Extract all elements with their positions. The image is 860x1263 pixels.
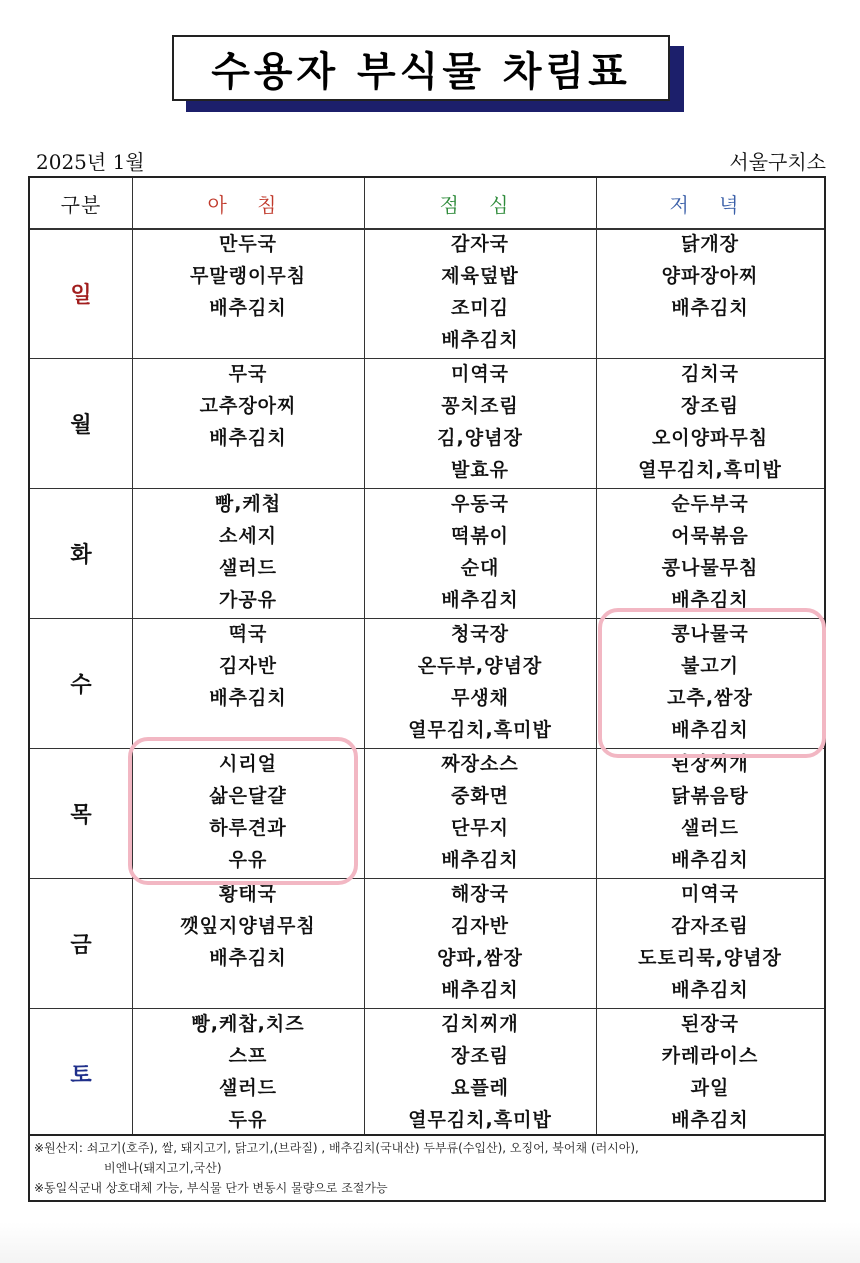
menu-item: 콩나물무침 (661, 557, 759, 579)
menu-item: 열무김치,흑미밥 (638, 459, 782, 481)
menu-item: 과일 (690, 1077, 730, 1099)
menu-item: 김치국 (680, 363, 740, 385)
menu-item: 온두부,양념장 (417, 655, 543, 677)
breakfast-cell (132, 488, 364, 618)
menu-item: 무생채 (450, 687, 510, 709)
menu-item: 순두부국 (671, 493, 749, 515)
menu-item: 우유 (228, 849, 268, 871)
menu-item: 조미김 (450, 297, 510, 319)
notes-box (28, 1136, 826, 1202)
menu-item: 시리얼 (218, 753, 278, 775)
day-label: 일 (70, 282, 92, 308)
menu-item: 양파장아찌 (661, 265, 759, 287)
menu-item: 배추김치 (671, 589, 749, 611)
header-lunch: 점 심 (439, 192, 521, 217)
menu-item: 닭볶음탕 (671, 785, 749, 807)
menu-item: 콩나물국 (671, 623, 749, 645)
menu-item: 샐러드 (680, 817, 740, 839)
menu-item: 가공유 (218, 589, 278, 611)
menu-item: 배추김치 (209, 947, 287, 969)
menu-item: 배추김치 (671, 979, 749, 1001)
breakfast-cell (132, 618, 364, 748)
lunch-cell (364, 878, 596, 1008)
menu-item: 열무김치,흑미밥 (408, 719, 552, 741)
substitution-note: ※동일식군내 상호대체 가능, 부식물 단가 변동시 물량으로 조절가능 (34, 1181, 388, 1195)
menu-item: 하루견과 (209, 817, 287, 839)
lunch-cell (364, 228, 596, 358)
menu-item: 양파,쌈장 (437, 947, 523, 969)
menu-item: 감자조림 (671, 915, 749, 937)
dinner-cell (596, 228, 824, 358)
origin-note-line1: ※원산지: 쇠고기(호주), 쌀, 돼지고기, 닭고기,(브라질) , 배추김치(국내산) 두부류(수입산), 오징어, 북어채 (러시아), (34, 1141, 639, 1155)
lunch-cell (364, 1008, 596, 1138)
menu-item: 삶은달걀 (209, 785, 287, 807)
menu-item: 닭개장 (680, 233, 740, 255)
breakfast-cell (132, 228, 364, 358)
menu-item: 배추김치 (441, 979, 519, 1001)
day-label: 목 (70, 802, 92, 828)
lunch-cell (364, 488, 596, 618)
menu-item: 고추,쌈장 (667, 687, 753, 709)
menu-item: 김치찌개 (441, 1013, 519, 1035)
menu-item: 장조림 (680, 395, 740, 417)
menu-item: 김자반 (218, 655, 278, 677)
menu-item: 요플레 (450, 1077, 510, 1099)
menu-item: 도토리묵,양념장 (638, 947, 782, 969)
day-label: 화 (70, 542, 92, 568)
menu-item: 떡볶이 (450, 525, 510, 547)
menu-item: 배추김치 (441, 849, 519, 871)
menu-item: 배추김치 (209, 687, 287, 709)
menu-item: 배추김치 (671, 719, 749, 741)
menu-item: 떡국 (228, 623, 268, 645)
menu-item: 배추김치 (671, 849, 749, 871)
menu-item: 미역국 (450, 363, 510, 385)
breakfast-cell (132, 358, 364, 488)
menu-item: 열무김치,흑미밥 (408, 1109, 552, 1131)
menu-item: 오이양파무침 (651, 427, 769, 449)
menu-item: 스프 (228, 1045, 268, 1067)
page-title: 수용자 부식물 차림표 (172, 35, 670, 101)
lunch-cell (364, 358, 596, 488)
menu-item: 된장찌개 (671, 753, 749, 775)
menu-item: 장조림 (450, 1045, 510, 1067)
menu-item: 짜장소스 (441, 753, 519, 775)
menu-item: 제육덮밥 (441, 265, 519, 287)
menu-item: 황태국 (218, 883, 278, 905)
day-label: 수 (70, 672, 92, 698)
menu-item: 고추장아찌 (199, 395, 297, 417)
menu-item: 감자국 (450, 233, 510, 255)
menu-item: 배추김치 (209, 297, 287, 319)
dinner-cell (596, 748, 824, 878)
menu-item: 무국 (228, 363, 268, 385)
menu-item: 소세지 (218, 525, 278, 547)
menu-item: 단무지 (450, 817, 510, 839)
highlight-thu-breakfast (128, 737, 358, 885)
menu-item: 배추김치 (441, 329, 519, 351)
menu-item: 된장국 (680, 1013, 740, 1035)
dinner-cell (596, 1008, 824, 1138)
date-label: 2025년 1월 (36, 150, 145, 174)
menu-item: 배추김치 (209, 427, 287, 449)
menu-item: 불고기 (680, 655, 740, 677)
menu-item: 순대 (460, 557, 500, 579)
menu-item: 빵,케첩 (214, 493, 282, 515)
menu-item: 미역국 (680, 883, 740, 905)
header-breakfast: 아 침 (207, 192, 289, 217)
menu-item: 청국장 (450, 623, 510, 645)
dinner-cell (596, 488, 824, 618)
menu-item: 만두국 (218, 233, 278, 255)
facility-label: 서울구치소 (729, 150, 826, 174)
day-label: 금 (70, 932, 92, 958)
menu-item: 배추김치 (671, 1109, 749, 1131)
menu-item: 샐러드 (218, 557, 278, 579)
menu-item: 우동국 (450, 493, 510, 515)
highlight-wed-dinner (598, 608, 826, 758)
menu-item: 어묵볶음 (671, 525, 749, 547)
menu-item: 배추김치 (671, 297, 749, 319)
menu-item: 해장국 (450, 883, 510, 905)
origin-note-line2: 비엔나(돼지고기,국산) (104, 1161, 222, 1175)
day-label: 월 (70, 412, 92, 438)
menu-item: 중화면 (450, 785, 510, 807)
lunch-cell (364, 748, 596, 878)
dinner-cell (596, 358, 824, 488)
day-label: 토 (70, 1062, 92, 1088)
dinner-cell (596, 878, 824, 1008)
bottom-fade (0, 1222, 860, 1263)
header-gubun: 구분 (60, 192, 102, 217)
breakfast-cell (132, 878, 364, 1008)
menu-item: 두유 (228, 1109, 268, 1131)
menu-item: 샐러드 (218, 1077, 278, 1099)
menu-item: 빵,케찹,치즈 (191, 1013, 305, 1035)
breakfast-cell (132, 1008, 364, 1138)
menu-item: 배추김치 (441, 589, 519, 611)
lunch-cell (364, 618, 596, 748)
header-dinner: 저 녁 (669, 192, 751, 217)
menu-item: 카레라이스 (661, 1045, 759, 1067)
menu-item: 무말랭이무침 (189, 265, 307, 287)
menu-item: 김,양념장 (437, 427, 523, 449)
menu-item: 깻잎지양념무침 (180, 915, 316, 937)
menu-item: 꽁치조림 (441, 395, 519, 417)
menu-item: 발효유 (450, 459, 510, 481)
menu-item: 김자반 (450, 915, 510, 937)
